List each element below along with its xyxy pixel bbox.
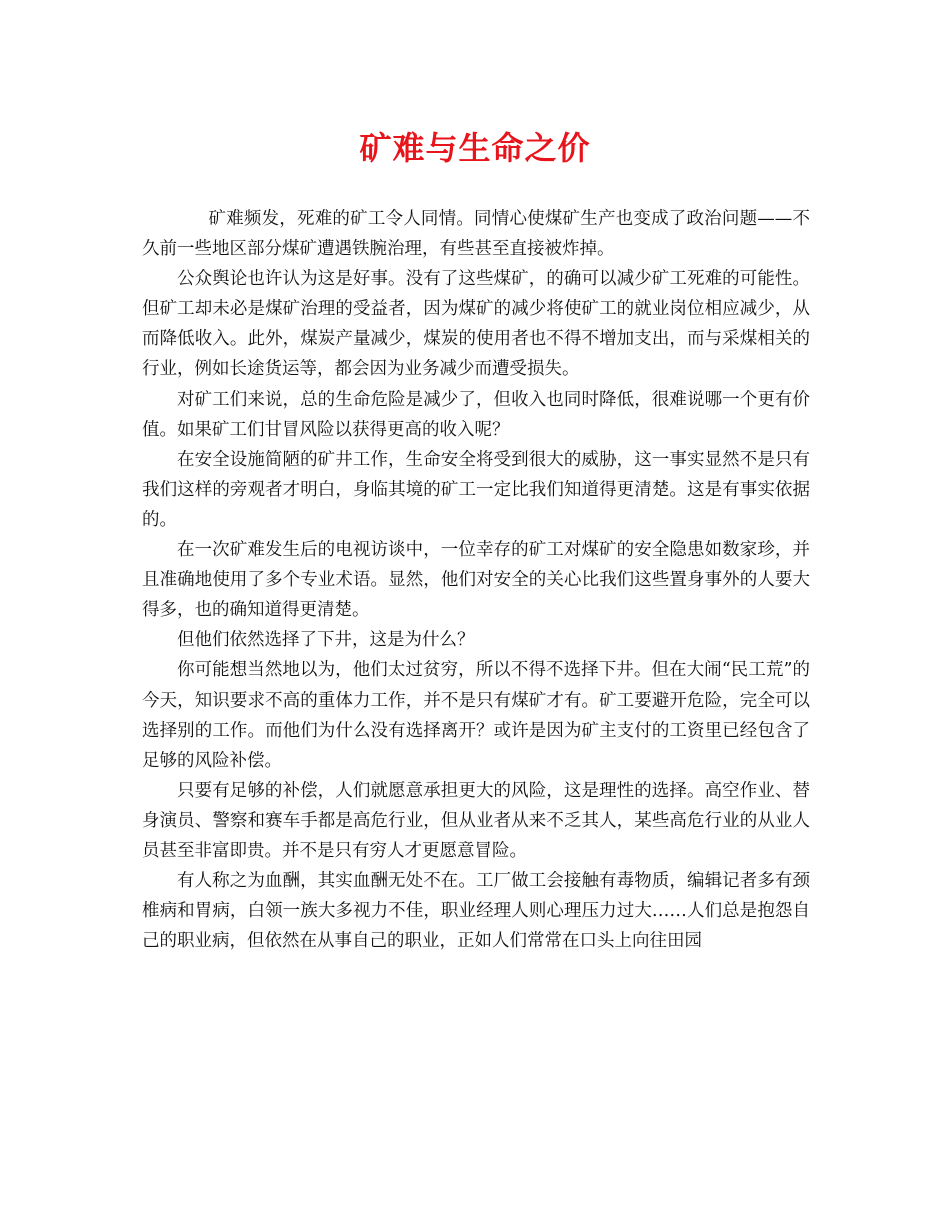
document-title: 矿难与生命之价 [359, 129, 591, 167]
paragraph-9: 有人称之为血酬，其实血酬无处不在。工厂做工会接触有毒物质，编辑记者多有颈椎病和胃病，白领一族大多视力不佳，职业经理人则心理压力过大……人们总是抱怨自己的职业病，但依然在从事自己的职业，正如人们常常在口头上向往田园 [142, 871, 810, 952]
paragraph-6: 但他们依然选择了下井，这是为什么？ [177, 630, 475, 651]
paragraph-7: 你可能想当然地以为，他们太过贫穷，所以不得不选择下井。但在大闹“民工荒”的今天，知识要求不高的重体力工作，并不是只有煤矿才有。矿工要避开危险，完全可以选择别的工作。而他们为什么没有选择离开？或许是因为矿主支付的工资里已经包含了足够的风险补偿。 [142, 660, 810, 771]
paragraph-4: 在安全设施简陋的矿井工作，生命安全将受到很大的威胁，这一事实显然不是只有我们这样的旁观者才明白，身临其境的矿工一定比我们知道得更清楚。这是有事实依据的。 [142, 449, 810, 530]
paragraph-3: 对矿工们来说，总的生命危险是减少了，但收入也同时降低，很难说哪一个更有价值。如果矿工们甘冒风险以获得更高的收入呢？ [142, 389, 810, 440]
paragraph-5: 在一次矿难发生后的电视访谈中，一位幸存的矿工对煤矿的安全隐患如数家珍，并且准确地使用了多个专业术语。显然，他们对安全的关心比我们这些置身事外的人要大得多，也的确知道得更清楚。 [142, 540, 810, 621]
document-body [142, 204, 810, 956]
paragraph-1: 矿难频发，死难的矿工令人同情。同情心使煤矿生产也变成了政治问题——不久前一些地区部分煤矿遭遇铁腕治理，有些甚至直接被炸掉。 [142, 209, 810, 260]
paragraph-2: 公众舆论也许认为这是好事。没有了这些煤矿，的确可以减少矿工死难的可能性。但矿工却未必是煤矿治理的受益者，因为煤矿的减少将使矿工的就业岗位相应减少，从而降低收入。此外，煤炭产量减少，煤炭的使用者也不得不增加支出，而与采煤相关的行业，例如长途货运等，都会因为业务减少而遭受损失。 [142, 269, 810, 380]
paragraph-8: 只要有足够的补偿，人们就愿意承担更大的风险，这是理性的选择。高空作业、替身演员、警察和赛车手都是高危行业，但从业者从来不乏其人，某些高危行业的从业人员甚至非富即贵。并不是只有穷人才更愿意冒险。 [142, 780, 810, 861]
